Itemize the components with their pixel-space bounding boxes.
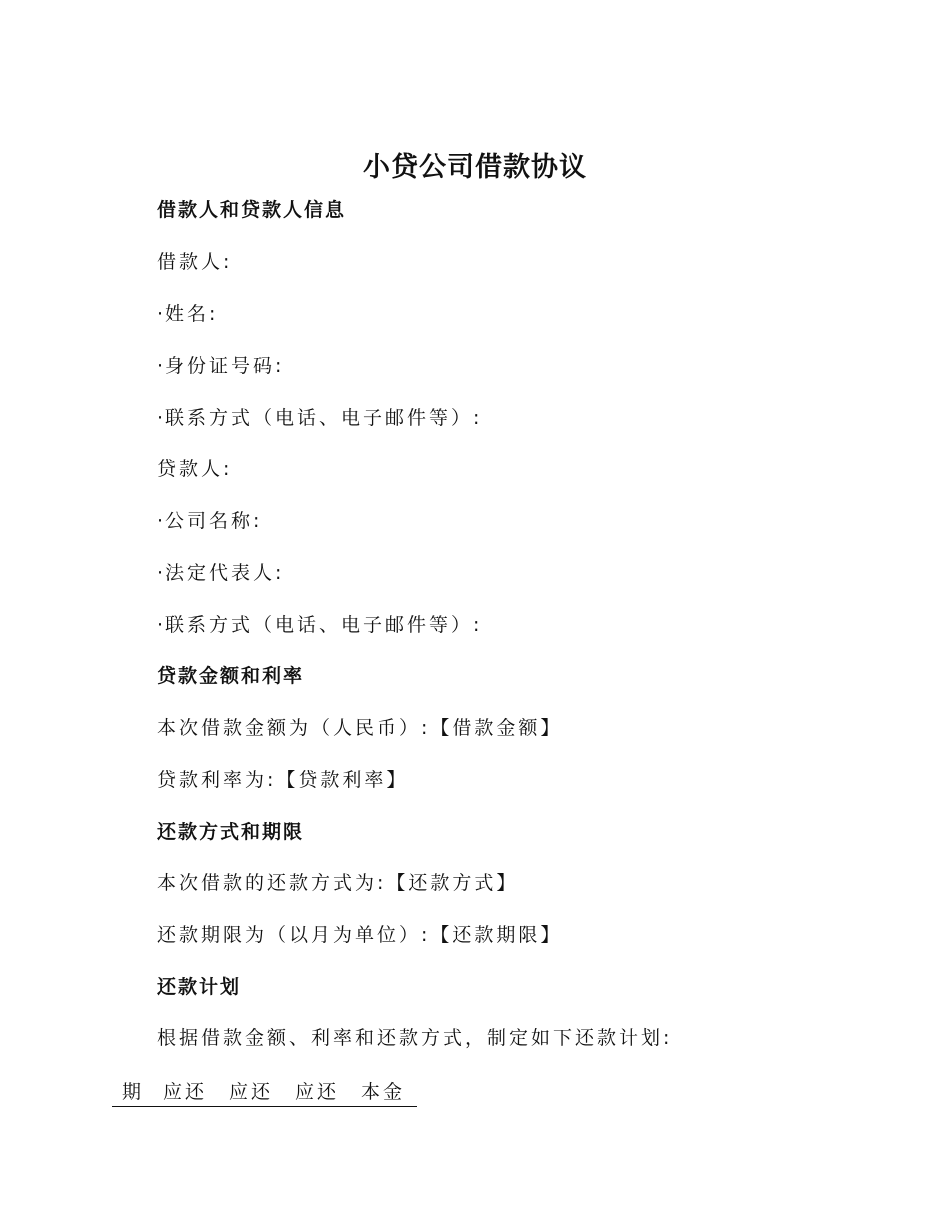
field-label: 法定代表人:: [165, 562, 285, 584]
repayment-method-line: 本次借款的还款方式为:【还款方式】: [157, 872, 519, 894]
bullet-mark: ·: [157, 355, 164, 377]
field-label: 公司名称:: [165, 510, 263, 532]
bullet-mark: ·: [157, 303, 164, 325]
borrower-field-name: [157, 300, 218, 328]
bullet-mark: ·: [157, 407, 164, 429]
table-header-cell: 本金: [361, 1081, 406, 1103]
document-title: 小贷公司借款协议: [363, 152, 587, 183]
field-label: 联系方式（电话、电子邮件等）:: [165, 614, 483, 636]
borrower-field-contact: [157, 404, 482, 432]
repayment-table-header: [112, 1076, 417, 1107]
amount-line: 本次借款金额为（人民币）:【借款金额】: [157, 717, 563, 739]
field-label: 身份证号码:: [165, 355, 285, 377]
bullet-mark: ·: [157, 510, 164, 532]
field-label: 联系方式（电话、电子邮件等）:: [165, 407, 483, 429]
section-heading-repayment: 还款方式和期限: [157, 821, 305, 843]
table-header-cell: 期: [122, 1081, 145, 1103]
table-header-cell: 应还: [295, 1081, 340, 1103]
plan-intro-line: 根据借款金额、利率和还款方式，制定如下还款计划:: [157, 1027, 673, 1049]
section-heading-amount-rate: 贷款金额和利率: [157, 665, 305, 687]
table-header-cell: 应还: [163, 1081, 208, 1103]
bullet-mark: ·: [157, 562, 164, 584]
repayment-term-line: 还款期限为（以月为单位）:【还款期限】: [157, 924, 563, 946]
table-header-cell: 应还: [229, 1081, 274, 1103]
field-label: 姓名:: [165, 303, 219, 325]
rate-line: 贷款利率为:【贷款利率】: [157, 769, 409, 791]
borrower-field-id: [157, 352, 284, 380]
bullet-mark: ·: [157, 614, 164, 636]
lender-field-company: [157, 507, 262, 535]
section-heading-parties: 借款人和贷款人信息: [157, 199, 347, 221]
lender-field-representative: [157, 559, 284, 587]
lender-label: 贷款人:: [157, 458, 233, 480]
borrower-label: 借款人:: [157, 251, 233, 273]
section-heading-plan: 还款计划: [157, 976, 242, 998]
lender-field-contact: [157, 611, 482, 639]
